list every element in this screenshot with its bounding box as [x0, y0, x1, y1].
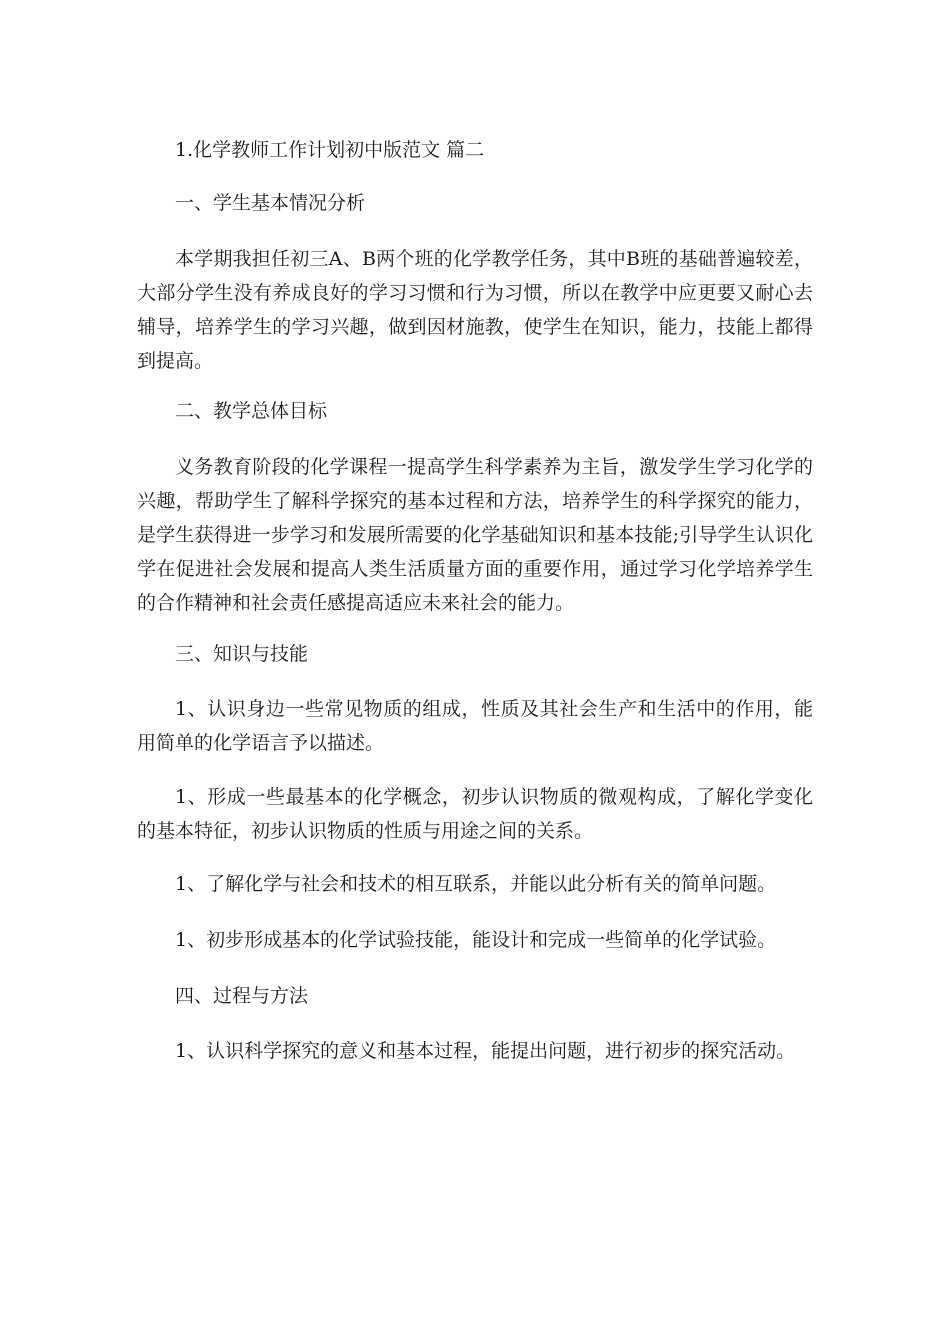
list-item: 1、认识科学探究的意义和基本过程，能提出问题，进行初步的探究活动。 [175, 1040, 796, 1062]
list-item: 1、形成一些最基本的化学概念，初步认识物质的微观构成，了解化学变化的基本特征，初步认识物质的性质与用途之间的关系。 [137, 786, 813, 842]
section-paragraph-1: 本学期我担任初三A、B两个班的化学教学任务，其中B班的基础普遍较差，大部分学生没有养成良好的学习习惯和行为习惯，所以在教学中应更要又耐心去辅导，培养学生的学习兴趣，做到因材施教，使学生在知识，能力，技能上都得到提高。 [137, 248, 813, 372]
section-heading-4: 四、过程与方法 [175, 985, 309, 1007]
list-item: 1、认识身边一些常见物质的组成，性质及其社会生产和生活中的作用，能用简单的化学语言予以描述。 [137, 698, 813, 754]
list-item: 1、初步形成基本的化学试验技能，能设计和完成一些简单的化学试验。 [175, 929, 777, 951]
section-heading-3: 三、知识与技能 [175, 643, 309, 665]
section-paragraph-2: 义务教育阶段的化学课程一提高学生科学素养为主旨，激发学生学习化学的兴趣，帮助学生了解科学探究的基本过程和方法，培养学生的科学探究的能力，是学生获得进一步学习和发展所需要的化学基础知识和基本技能;引导学生认识化学在促进社会发展和提高人类生活质量方面的重要作用，通过学习化学培养学生的合作精神和社会责任感提高适应未来社会的能力。 [137, 456, 813, 614]
list-item: 1、了解化学与社会和技术的相互联系，并能以此分析有关的简单问题。 [175, 873, 777, 895]
document-title: 1.化学教师工作计划初中版范文 篇二 [175, 139, 485, 161]
section-heading-1: 一、学生基本情况分析 [175, 192, 366, 214]
section-heading-2: 二、教学总体目标 [175, 400, 328, 422]
